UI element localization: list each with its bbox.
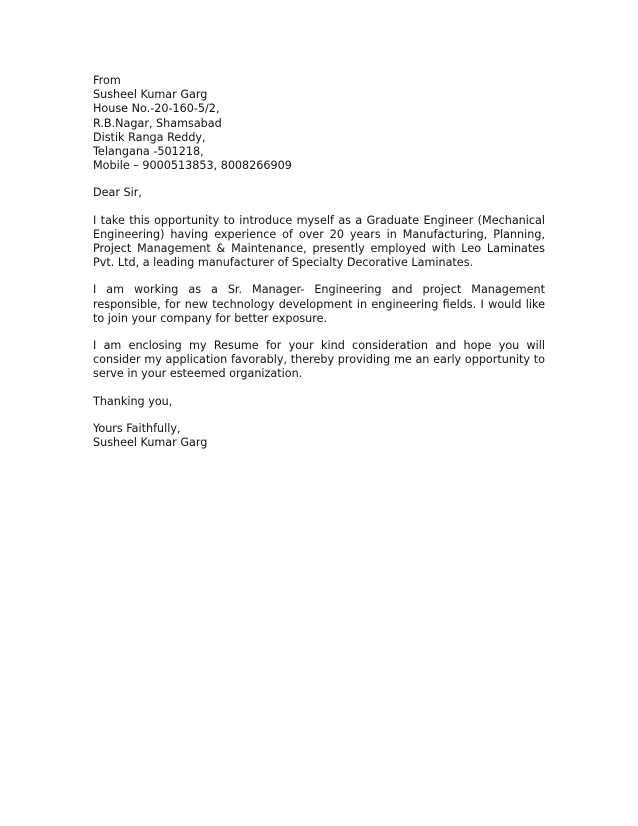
paragraph-enclosure: I am enclosing my Resume for your kind consideration and hope you will consider my application favorably, thereby providing me an early opportunity to serve in your esteemed organization. (93, 339, 545, 381)
thanks-block (93, 395, 545, 409)
sender-mobile: Mobile – 9000513853, 8008266909 (93, 159, 292, 173)
thanks-line: Thanking you, (93, 394, 173, 408)
from-label: From (93, 74, 121, 87)
sender-district: Distik Ranga Reddy, (93, 130, 206, 144)
sender-address-block (93, 74, 545, 173)
signature-name: Susheel Kumar Garg (93, 436, 208, 450)
paragraph-current-role: I am working as a Sr. Manager- Engineering and project Management responsible, for new technology development in engineering fields. I would like to join your company for better exposure. (93, 283, 545, 325)
sender-state-pin: Telangana -501218, (93, 145, 204, 159)
closing-block (93, 422, 545, 450)
sender-locality: R.B.Nagar, Shamsabad (93, 116, 222, 130)
sender-name: Susheel Kumar Garg (93, 88, 208, 102)
valediction: Yours Faithfully, (93, 421, 181, 435)
sender-house-number: House No.-20-160-5/2, (93, 102, 220, 116)
salutation: Dear Sir, (93, 186, 142, 200)
letter-body (93, 74, 545, 450)
salutation-block (93, 186, 545, 200)
paragraph-introduction: I take this opportunity to introduce myself as a Graduate Engineer (Mechanical Engineering) having experience of over 20 years in Manufacturing, Planning, Project Management & Maintenance, presently employed with Leo Laminates Pvt. Ltd, a leading manufacturer of Specialty Decorative Laminates. (93, 213, 545, 270)
